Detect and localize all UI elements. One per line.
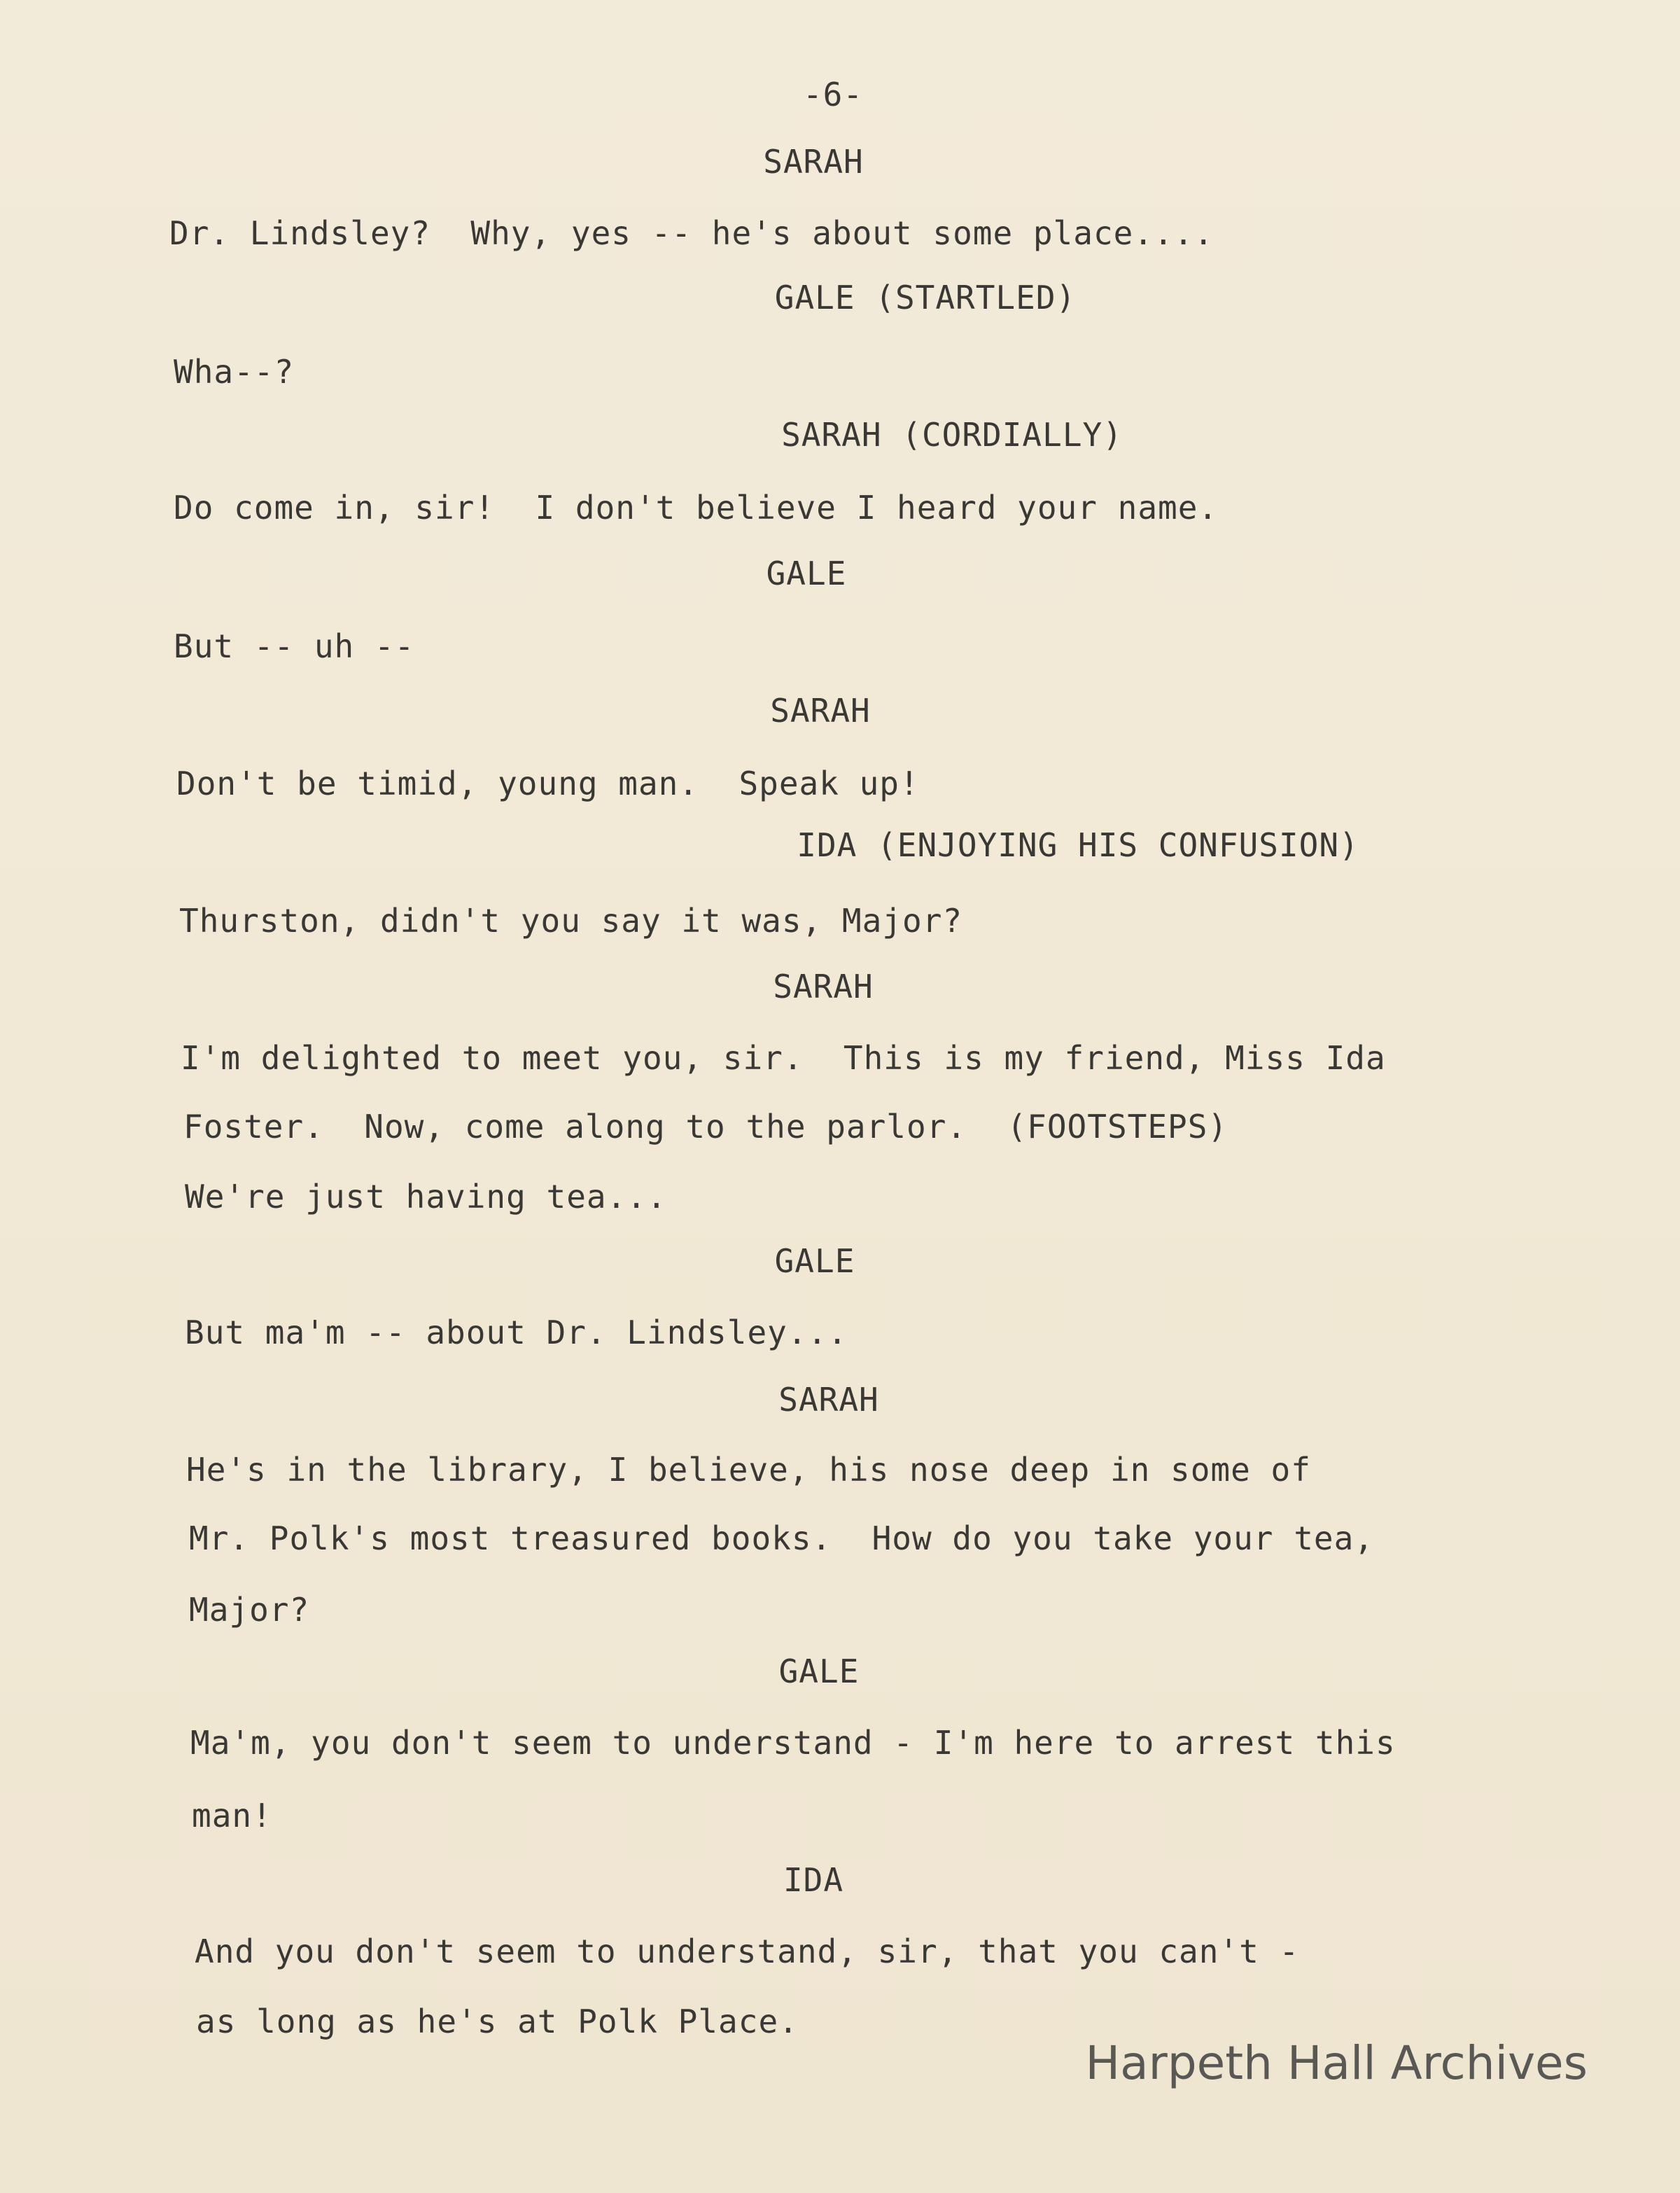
dialogue-line: Dr. Lindsley? Why, yes -- he's about some place.... [169, 214, 1214, 252]
dialogue-line: man! [192, 1797, 272, 1835]
dialogue-line: But -- uh -- [174, 627, 415, 665]
speaker-name: SARAH [763, 143, 864, 181]
speaker-name: GALE [778, 1652, 860, 1690]
dialogue-line: Do come in, sir! I don't believe I heard your name. [174, 489, 1219, 527]
dialogue-line: Ma'm, you don't seem to understand - I'm here to arrest this [190, 1724, 1396, 1762]
page-number: -6- [802, 76, 864, 113]
dialogue-line: Foster. Now, come along to the parlor. (FOOTSTEPS) [183, 1108, 1228, 1146]
dialogue-line: But ma'm -- about Dr. Lindsley... [185, 1314, 848, 1351]
dialogue-line: Thurston, didn't you say it was, Major? [179, 902, 963, 940]
dialogue-line: Wha--? [174, 353, 295, 391]
dialogue-line: We're just having tea... [185, 1178, 667, 1216]
speaker-name: GALE [766, 555, 847, 592]
speaker-name: SARAH [770, 692, 871, 730]
speaker-name: SARAH (CORDIALLY) [781, 416, 1123, 454]
archive-watermark: Harpeth Hall Archives [1085, 2036, 1588, 2090]
speaker-name: GALE [774, 1242, 855, 1280]
dialogue-line: Major? [189, 1591, 310, 1629]
speaker-name: IDA (ENJOYING HIS CONFUSION) [797, 826, 1359, 864]
dialogue-line: And you don't seem to understand, sir, that you can't - [195, 1933, 1300, 1970]
dialogue-line: Mr. Polk's most treasured books. How do you take your tea, [189, 1519, 1374, 1557]
speaker-name: SARAH [778, 1381, 879, 1419]
dialogue-line: as long as he's at Polk Place. [196, 2003, 799, 2040]
speaker-name: GALE (STARTLED) [774, 279, 1077, 316]
dialogue-line: I'm delighted to meet you, sir. This is my friend, Miss Ida [181, 1039, 1386, 1077]
dialogue-line: He's in the library, I believe, his nose deep in some of [186, 1451, 1311, 1489]
speaker-name: SARAH [773, 968, 874, 1005]
dialogue-line: Don't be timid, young man. Speak up! [176, 765, 920, 802]
speaker-name: IDA [783, 1861, 844, 1899]
